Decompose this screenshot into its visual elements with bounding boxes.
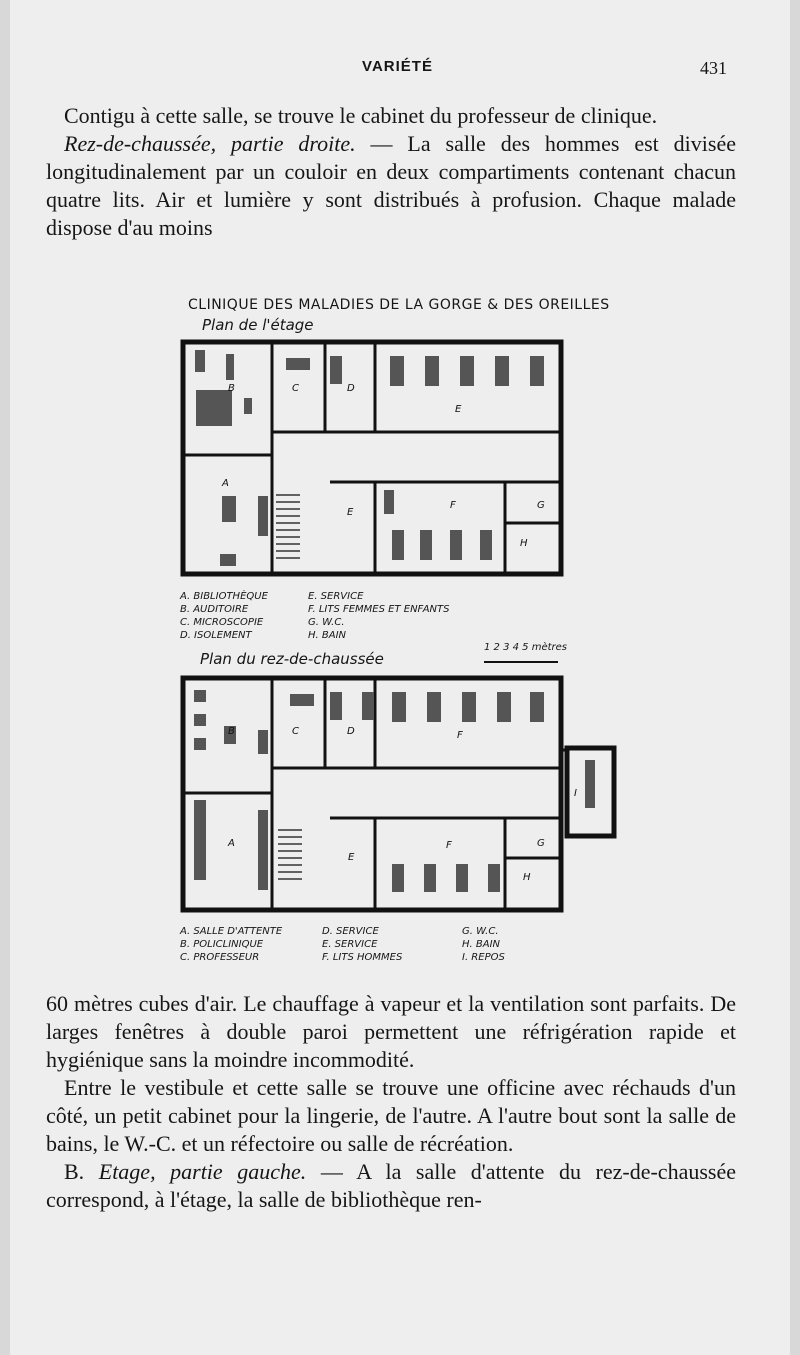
room-label-lower-d: D	[347, 726, 355, 737]
room-label-lower-a: A	[228, 838, 235, 849]
room-label-lower-i: I	[574, 788, 577, 799]
legend-item: I. REPOS	[462, 952, 505, 963]
room-label-lower-f-top: F	[457, 730, 463, 741]
legend-item: A. BIBLIOTHÈQUE	[180, 591, 268, 602]
legend-item: D. ISOLEMENT	[180, 630, 252, 641]
page-number: 431	[700, 58, 727, 78]
paragraph-cabinet: Contigu à cette salle, se trouve le cabinet du professeur de clinique.	[64, 103, 658, 128]
running-title: VARIÉTÉ	[362, 58, 433, 75]
bottom-text-block	[46, 990, 736, 1214]
legend-item: E. SERVICE	[322, 939, 378, 950]
room-label-upper-f: F	[450, 500, 456, 511]
legend-item: H. BAIN	[462, 939, 501, 950]
legend-item: E. SERVICE	[308, 591, 364, 602]
legend-item: F. LITS HOMMES	[322, 952, 403, 963]
paragraph-rdc-text: — La salle des hommes est divisée longitudinalement par un couloir en deux compartiments contenant chacun quatre lits. Air et lumière y sont distribués à profusion. Chaque malade dispose d'au moins	[46, 131, 736, 240]
room-label-upper-d: D	[347, 383, 355, 394]
paragraph-etage-text: — A la salle d'attente du rez-de-chaussée correspond, à l'étage, la salle de bibliothèque ren-	[46, 1159, 736, 1212]
legend-item: G. W.C.	[308, 617, 345, 628]
legend-item: C. MICROSCOPIE	[180, 617, 264, 628]
room-label-lower-h: H	[523, 872, 531, 883]
legend-item: G. W.C.	[462, 926, 499, 937]
legend-item: B. AUDITOIRE	[180, 604, 249, 615]
room-label-upper-g: G	[537, 500, 545, 511]
upper-plan-label: Plan de l'étage	[202, 316, 314, 334]
room-label-upper-c: C	[292, 383, 299, 394]
room-label-upper-b: B	[228, 383, 235, 394]
legend-item: C. PROFESSEUR	[180, 952, 260, 963]
legend-item: F. LITS FEMMES ET ENFANTS	[308, 604, 450, 615]
section-heading-rdc: Rez-de-chaussée, partie droite.	[64, 131, 356, 156]
lower-plan-label: Plan du rez-de-chaussée	[200, 650, 384, 668]
room-label-upper-h: H	[520, 538, 528, 549]
legend-item: B. POLICLINIQUE	[180, 939, 264, 950]
legend-lower-col3	[462, 925, 505, 964]
paragraph-etage	[46, 1158, 736, 1214]
room-label-lower-f: F	[446, 840, 452, 851]
room-label-lower-b: B	[228, 726, 235, 737]
section-heading-etage: Etage, partie gauche.	[98, 1159, 307, 1184]
legend-item: H. BAIN	[308, 630, 347, 641]
scale-bar-label: 1 2 3 4 5 mètres	[484, 642, 567, 653]
room-label-lower-g: G	[537, 838, 545, 849]
room-label-upper-e2: E	[347, 507, 354, 518]
legend-item: A. SALLE D'ATTENTE	[180, 926, 283, 937]
figure-title: CLINIQUE DES MALADIES DE LA GORGE & DES OREILLES	[188, 297, 610, 313]
paragraph-vestibule: Entre le vestibule et cette salle se trouve une officine avec réchauds d'un côté, un petit cabinet pour la lingerie, de l'autre. A l'autre bout sont la salle de bains, le W.-C. et un réfectoire ou salle de récréation.	[46, 1075, 736, 1156]
room-label-upper-a: A	[222, 478, 229, 489]
room-label-lower-c: C	[292, 726, 299, 737]
room-label-lower-e: E	[348, 852, 355, 863]
legend-item: D. SERVICE	[322, 926, 379, 937]
paragraph-air: 60 mètres cubes d'air. Le chauffage à vapeur et la ventilation sont parfaits. De larges fenêtres à double paroi permettent une réfrigération rapide et hygiénique sans la moindre incommodité.	[46, 991, 736, 1072]
section-letter: B.	[64, 1159, 99, 1184]
legend-lower-col2	[322, 925, 402, 964]
legend-lower-col1	[180, 925, 282, 964]
room-label-upper-e: E	[455, 404, 462, 415]
